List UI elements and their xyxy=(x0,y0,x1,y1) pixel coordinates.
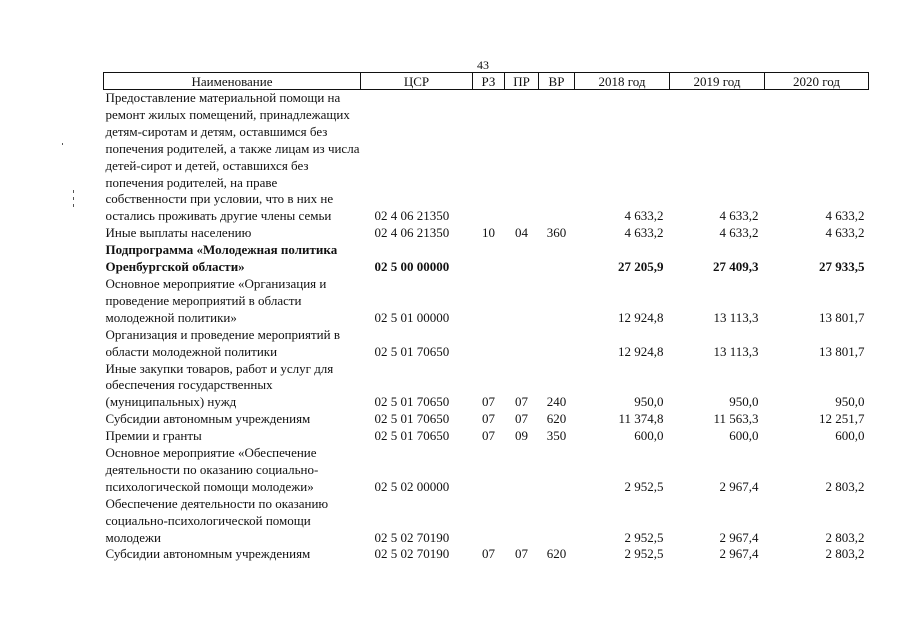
page-number: 43 xyxy=(477,58,489,72)
row-rz: 07 xyxy=(482,546,495,562)
row-pr: 07 xyxy=(515,546,528,562)
row-value-2018: 12 924,8 xyxy=(618,309,664,325)
row-name: Субсидии автономным учреждениям xyxy=(105,411,311,427)
row-value-2020: 2 803,2 xyxy=(825,529,865,545)
row-name: Основное мероприятие «Организация и проведение мероприятий в области молодежной политики» xyxy=(105,275,327,325)
row-rz xyxy=(473,276,505,327)
row-value-2020: 27 933,5 xyxy=(819,259,865,275)
row-value-2018: 12 924,8 xyxy=(618,343,664,359)
row-value-2018: 2 952,5 xyxy=(624,529,664,545)
row-pr xyxy=(505,242,539,276)
row-csr: 02 5 01 70650 xyxy=(374,394,450,410)
header-rz: РЗ xyxy=(473,73,505,90)
row-pr: 07 xyxy=(515,411,528,427)
row-name: Обеспечение деятельности по оказанию социально-психологической помощи молодежи xyxy=(105,495,329,545)
table-row xyxy=(104,445,869,496)
row-vr xyxy=(539,90,575,226)
row-csr: 02 5 00 00000 xyxy=(374,259,450,275)
header-row xyxy=(104,73,869,90)
row-vr: 240 xyxy=(546,394,567,410)
row-value-2020: 12 251,7 xyxy=(819,411,865,427)
row-csr: 02 5 01 70650 xyxy=(374,428,450,444)
row-rz xyxy=(473,445,505,496)
row-name: Организация и проведение мероприятий в области молодежной политики xyxy=(105,326,340,359)
header-pr: ПР xyxy=(505,73,539,90)
row-value-2019: 11 563,3 xyxy=(713,411,759,427)
header-year-2018: 2018 год xyxy=(575,73,670,90)
row-value-2020: 4 633,2 xyxy=(825,225,865,241)
row-pr: 09 xyxy=(515,428,528,444)
table-row xyxy=(104,276,869,327)
row-pr: 04 xyxy=(515,225,528,241)
row-vr xyxy=(539,496,575,547)
margin-mark xyxy=(73,197,74,200)
row-pr xyxy=(505,327,539,361)
margin-mark xyxy=(73,204,74,207)
table-row xyxy=(104,90,869,226)
row-csr: 02 5 02 70190 xyxy=(374,529,450,545)
row-pr xyxy=(505,276,539,327)
row-vr xyxy=(539,327,575,361)
row-value-2018: 600,0 xyxy=(634,428,664,444)
row-rz: 07 xyxy=(482,411,495,427)
row-rz: 07 xyxy=(482,428,495,444)
row-name: Основное мероприятие «Обеспечение деятельности по оказанию социально-психологической помощи молодежи» xyxy=(105,445,319,494)
margin-mark xyxy=(62,143,63,145)
row-csr: 02 4 06 21350 xyxy=(374,225,450,241)
row-csr: 02 5 02 70190 xyxy=(374,546,450,562)
header-name: Наименование xyxy=(104,73,361,90)
row-value-2020: 950,0 xyxy=(835,394,865,410)
row-value-2018: 950,0 xyxy=(634,394,664,410)
row-vr: 360 xyxy=(546,225,567,241)
row-pr xyxy=(505,445,539,496)
row-value-2019: 2 967,4 xyxy=(719,529,759,545)
header-vr: ВР xyxy=(539,73,575,90)
row-rz: 07 xyxy=(482,394,495,410)
row-rz xyxy=(473,242,505,276)
row-value-2018: 4 633,2 xyxy=(624,208,664,224)
row-name: Премии и гранты xyxy=(105,428,202,444)
row-pr xyxy=(505,496,539,547)
row-value-2019: 13 113,3 xyxy=(713,343,759,359)
row-rz xyxy=(473,90,505,226)
row-name: Подпрограмма «Молодежная политика Оренбургской области» xyxy=(105,242,338,275)
row-pr: 07 xyxy=(515,394,528,410)
row-value-2020: 2 803,2 xyxy=(825,546,865,562)
row-name: Иные закупки товаров, работ и услуг для обеспечения государственных (муниципальных) нужд xyxy=(105,360,334,410)
row-rz xyxy=(473,327,505,361)
row-value-2018: 2 952,5 xyxy=(624,546,664,562)
table-row xyxy=(104,411,869,428)
row-csr: 02 5 01 70650 xyxy=(374,343,450,359)
row-value-2019: 600,0 xyxy=(729,428,759,444)
row-value-2018: 4 633,2 xyxy=(624,225,664,241)
row-vr xyxy=(539,242,575,276)
row-vr xyxy=(539,445,575,496)
row-rz xyxy=(473,496,505,547)
table-row xyxy=(104,428,869,445)
row-value-2019: 27 409,3 xyxy=(713,259,759,275)
row-vr xyxy=(539,276,575,327)
row-value-2019: 4 633,2 xyxy=(719,225,759,241)
row-name: Иные выплаты населению xyxy=(105,225,252,241)
row-value-2019: 950,0 xyxy=(729,394,759,410)
row-value-2018: 27 205,9 xyxy=(618,259,664,275)
table-row xyxy=(104,242,869,276)
row-value-2020: 2 803,2 xyxy=(825,478,865,494)
row-rz: 10 xyxy=(482,225,495,241)
row-vr: 620 xyxy=(546,411,567,427)
row-csr: 02 5 01 70650 xyxy=(374,411,450,427)
table-header xyxy=(104,73,869,90)
row-csr: 02 5 02 00000 xyxy=(374,478,450,494)
margin-mark xyxy=(73,190,74,193)
row-value-2020: 13 801,7 xyxy=(819,343,865,359)
header-year-2019: 2019 год xyxy=(670,73,765,90)
row-value-2019: 4 633,2 xyxy=(719,208,759,224)
row-pr xyxy=(505,90,539,226)
table-row xyxy=(104,546,869,563)
row-value-2020: 13 801,7 xyxy=(819,309,865,325)
row-name: Субсидии автономным учреждениям xyxy=(105,546,311,562)
row-csr: 02 5 01 00000 xyxy=(374,309,450,325)
row-value-2019: 2 967,4 xyxy=(719,546,759,562)
table-row xyxy=(104,496,869,547)
table-row xyxy=(104,361,869,412)
table-row xyxy=(104,327,869,361)
row-csr: 02 4 06 21350 xyxy=(374,208,450,224)
row-value-2018: 2 952,5 xyxy=(624,478,664,494)
row-vr: 350 xyxy=(546,428,567,444)
table-body xyxy=(104,90,869,564)
row-value-2018: 11 374,8 xyxy=(618,411,664,427)
row-vr: 620 xyxy=(546,546,567,562)
row-name: Предоставление материальной помощи на ремонт жилых помещений, принадлежащих детям-сиротам и детям, оставшимся без попечения родителей, а также лицам из числа детей-сирот и детей, оставшихся без попечения родителей, на праве собственности при условии, что в них не остались проживать другие члены семьи xyxy=(105,90,360,224)
header-year-2020: 2020 год xyxy=(765,73,869,90)
table-row xyxy=(104,225,869,242)
header-csr: ЦСР xyxy=(361,73,473,90)
row-value-2019: 13 113,3 xyxy=(713,309,759,325)
row-value-2020: 600,0 xyxy=(835,428,865,444)
row-value-2020: 4 633,2 xyxy=(825,208,865,224)
row-value-2019: 2 967,4 xyxy=(719,478,759,494)
budget-table xyxy=(103,72,869,563)
